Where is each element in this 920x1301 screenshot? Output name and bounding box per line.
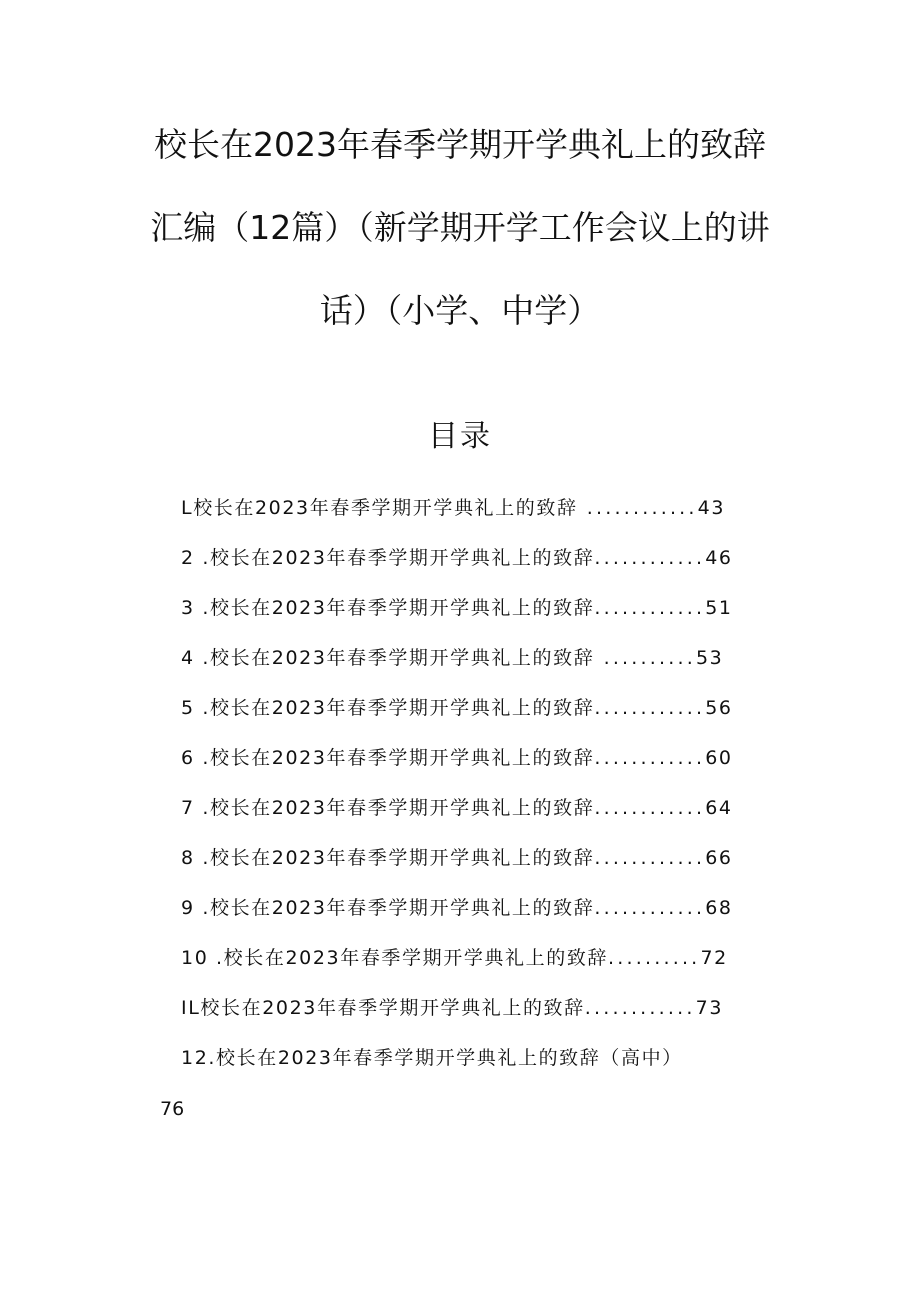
toc-entry-page: 56	[705, 697, 733, 719]
toc-entry-leader: ............	[594, 897, 706, 919]
toc-entry-number: L	[181, 497, 194, 519]
toc-entry-page: 43	[697, 497, 726, 519]
toc-entry-number: 10	[181, 947, 209, 969]
toc-entry-leader: ............	[594, 547, 706, 569]
toc-entry-leader: ............	[594, 797, 706, 819]
toc-entry-number: 6	[181, 747, 195, 769]
document-title	[0, 125, 920, 377]
toc-entry-page: 73	[695, 997, 724, 1019]
toc-entry-title: .校长在2023年春季学期开学典礼上的致辞	[194, 797, 595, 819]
toc-entry[interactable]	[181, 593, 733, 623]
toc-entry-leader: ............	[594, 697, 706, 719]
toc-entry-page: 64	[705, 797, 733, 819]
toc-entry-title: .校长在2023年春季学期开学典礼上的致辞	[194, 847, 595, 869]
title-line-1: 校长在2023年春季学期开学典礼上的致辞	[154, 125, 766, 164]
toc-entry-number: 12.	[181, 1047, 217, 1069]
toc-entry-title: .校长在2023年春季学期开学典礼上的致辞	[194, 647, 595, 669]
toc-entry[interactable]	[181, 643, 723, 673]
toc-entry-title: 校长在2023年春季学期开学典礼上的致辞	[200, 997, 585, 1019]
toc-entry-page: 46	[705, 547, 733, 569]
toc-entry-leader: ............	[577, 497, 698, 519]
title-line-2: 汇编（12篇）（新学期开学工作会议上的讲	[150, 208, 770, 247]
toc-entry-number: 9	[181, 897, 195, 919]
toc-entry-leader: ............	[594, 847, 706, 869]
toc-entry-title: 校长在2023年春季学期开学典礼上的致辞	[193, 497, 578, 519]
toc-entry-title: 校长在2023年春季学期开学典礼上的致辞（高中）	[216, 1047, 683, 1069]
toc-entry-page-wrapped: 76	[160, 1098, 185, 1120]
toc-entry-number: 7	[181, 797, 195, 819]
toc-entry[interactable]	[181, 893, 733, 923]
toc-entry[interactable]	[181, 843, 733, 873]
toc-entry-leader: ..........	[594, 647, 696, 669]
toc-entry[interactable]	[181, 993, 723, 1023]
toc-entry[interactable]	[181, 743, 733, 773]
title-line-3: 话）（小学、中学）	[319, 291, 601, 330]
toc-entry-title: .校长在2023年春季学期开学典礼上的致辞	[194, 547, 595, 569]
toc-entry-leader: ............	[584, 997, 696, 1019]
toc-entry[interactable]	[181, 793, 733, 823]
toc-entry-page: 72	[700, 947, 728, 969]
toc-entry-number: IL	[181, 997, 201, 1019]
toc-entry-page: 60	[705, 747, 733, 769]
toc-entry-page: 68	[705, 897, 733, 919]
toc-entry-title: .校长在2023年春季学期开学典礼上的致辞	[208, 947, 609, 969]
toc-entry-title: .校长在2023年春季学期开学典礼上的致辞	[194, 697, 595, 719]
toc-heading: 目录	[428, 419, 492, 454]
toc-entry-number: 4	[181, 647, 195, 669]
toc-entry[interactable]	[181, 943, 728, 973]
toc-entry-page: 66	[705, 847, 733, 869]
toc-entry-number: 2	[181, 547, 195, 569]
toc-entry[interactable]	[181, 543, 733, 573]
toc-entry-number: 3	[181, 597, 195, 619]
toc-entry-page: 51	[705, 597, 733, 619]
toc-entry[interactable]	[181, 693, 733, 723]
toc-entry-leader: ..........	[608, 947, 701, 969]
toc-entry-title: .校长在2023年春季学期开学典礼上的致辞	[194, 897, 595, 919]
toc-entry[interactable]	[181, 1043, 683, 1073]
toc-entry-title: .校长在2023年春季学期开学典礼上的致辞	[194, 597, 595, 619]
toc-entry-number: 8	[181, 847, 195, 869]
toc-entry-number: 5	[181, 697, 195, 719]
toc-entry-leader: ............	[594, 597, 706, 619]
toc-entry-leader: ............	[594, 747, 706, 769]
toc-entry-page: 53	[695, 647, 724, 669]
toc-entry[interactable]	[181, 493, 725, 523]
toc-entry-title: .校长在2023年春季学期开学典礼上的致辞	[194, 747, 595, 769]
